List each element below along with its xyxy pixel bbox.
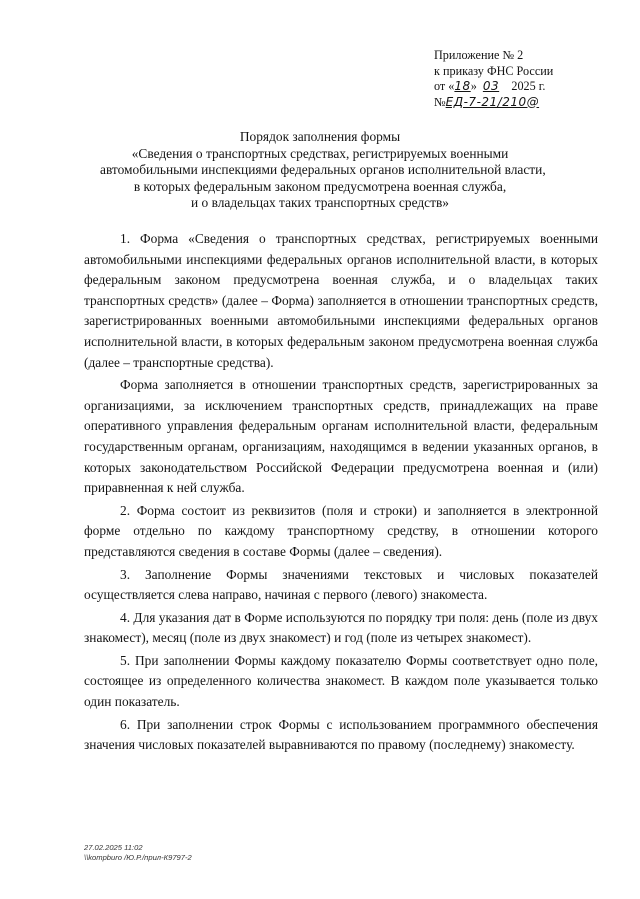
handwritten-month: 03: [482, 79, 500, 93]
annex-order-ref: к приказу ФНС России: [434, 63, 554, 78]
paragraph-1: 1. Форма «Сведения о транспортных средствах, регистрируемых военными автомобильными инспекциями федеральных органов исполнительной власти, в которых федеральным законом предусмотрена военная служба, и о владельцах таких транспортных средств» (далее – Форма) заполняется в отношении транспортных средств, зарегистрированных военными автомобильными инспекциями федеральных органов исполнительной власти, в которых федеральным законом предусмотрена военная служба (далее – транспортные средства).: [84, 231, 598, 370]
paragraph-4: 4. Для указания дат в Форме используются по порядку три поля: день (поле из двух знакомест), месяц (поле из двух знакомест) и год (поле из четырех знакомест).: [84, 609, 598, 646]
title-line: и о владельцах таких транспортных средств»: [191, 195, 449, 211]
paragraph-6: 6. При заполнении строк Формы с использованием программного обеспечения значения числовых показателей выравниваются по правому (последнему) знакоместу.: [84, 716, 598, 753]
paragraph-3: 3. Заполнение Формы значениями текстовых и числовых показателей осуществляется слева направо, начиная с первого (левого) знакоместа.: [84, 566, 598, 603]
footer-timestamp: 27.02.2025 11:02: [84, 843, 143, 852]
handwritten-day: 18: [454, 79, 471, 93]
annex-header: [434, 48, 553, 110]
title-line: автомобильными инспекциями федеральных органов исполнительной власти,: [100, 162, 546, 178]
date-separator: »: [470, 79, 477, 93]
file-footer: [84, 843, 192, 863]
title-line: Порядок заполнения формы: [239, 129, 401, 144]
footer-file-path: \\kompburo /Ю.Р./прил-К9797-2: [84, 853, 192, 862]
title-line: в которых федеральным законом предусмотрена военная служба,: [133, 178, 507, 194]
handwritten-number: ЕД-7-21/210@: [445, 94, 540, 109]
annex-date: [434, 79, 553, 95]
paragraph-1-cont: Форма заполняется в отношении транспортных средств, зарегистрированных за организациями, за исключением транспортных средств, принадлежащих на праве оперативного управления федеральным органам исполнительной власти, федеральным государственным органам, организациям, находящимся в ведении указанных органов, в которых законодательством Российской Федерации предусмотрена военная и (или) приравненная к ней служба.: [84, 377, 598, 496]
paragraph-5: 5. При заполнении Формы каждому показателю Формы соответствует одно поле, состоящее из определенного количества знакомест. В каждом поле указывается только один показатель.: [84, 652, 598, 710]
document-body: [84, 229, 598, 758]
annex-number: [434, 95, 553, 111]
date-year: 2025 г.: [511, 79, 546, 93]
paragraph-2: 2. Форма состоит из реквизитов (поля и строки) и заполняется в электронной форме отдельно по каждому транспортному средству, в отношении которого представляются сведения в составе Формы (далее – сведения).: [84, 502, 598, 559]
document-title: [100, 129, 546, 212]
annex-title: Приложение № 2: [434, 48, 524, 62]
title-line: «Сведения о транспортных средствах, регистрируемых военными: [131, 145, 509, 161]
number-prefix: №: [434, 94, 446, 109]
date-prefix: от «: [434, 79, 455, 93]
